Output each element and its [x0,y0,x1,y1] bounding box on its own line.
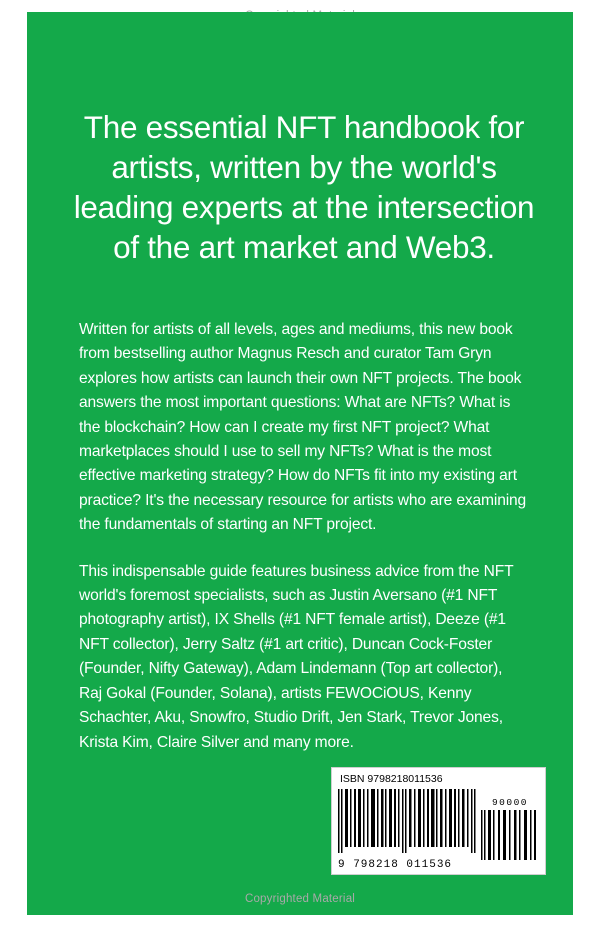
back-cover-panel [27,12,573,915]
ean13-digits: 9 798218 011536 [338,859,453,871]
body-paragraph-2: This indispensable guide features business advice from the NFT world's foremost specialists, such as Justin Aversano (#1 NFT photography artist), IX Shells (#1 NFT female artist), Deeze (#1 NFT collector), Jerry Saltz (#1 art critic), Duncan Cock-Foster (Founder, Nifty Gateway), Adam Lindemann (Top art collector), Raj Gokal (Founder, Solana), artists FEWOCiOUS, Kenny Schachter, Aku, Snowfro, Studio Drift, Jen Stark, Trevor Jones, Krista Kim, Claire Silver and many more. [79,562,514,751]
watermark-bottom: Copyrighted Material [244,893,356,905]
barcode-row [338,789,539,871]
barcode-addon-value: 90000 [491,797,528,808]
barcode-addon [481,797,539,865]
body-paragraph-1: Written for artists of all levels, ages and mediums, this new book from bestselling author Magnus Resch and curator Tam Gryn explores how artists can launch their own NFT projects. The book answers the most important questions: What are NFTs? What is the blockchain? How can I create my first NFT project? What marketplaces should I use to sell my NFTs? What is the most effective marketing strategy? How do NFTs fit into my existing art practice? It's the necessary resource for artists who are examining the fundamentals of starting an NFT project. [79,321,527,534]
ean13-bars-icon [338,789,480,853]
addon-bars-icon [481,810,539,860]
isbn-label: ISBN 9798218011536 [340,773,443,785]
ean13-barcode [338,789,480,871]
barcode-block [331,767,546,875]
cover-body-copy [79,318,527,777]
cover-headline: The essential NFT handbook for artists, written by the world's leading experts at the intersection of the art market and Web3. [73,109,535,265]
